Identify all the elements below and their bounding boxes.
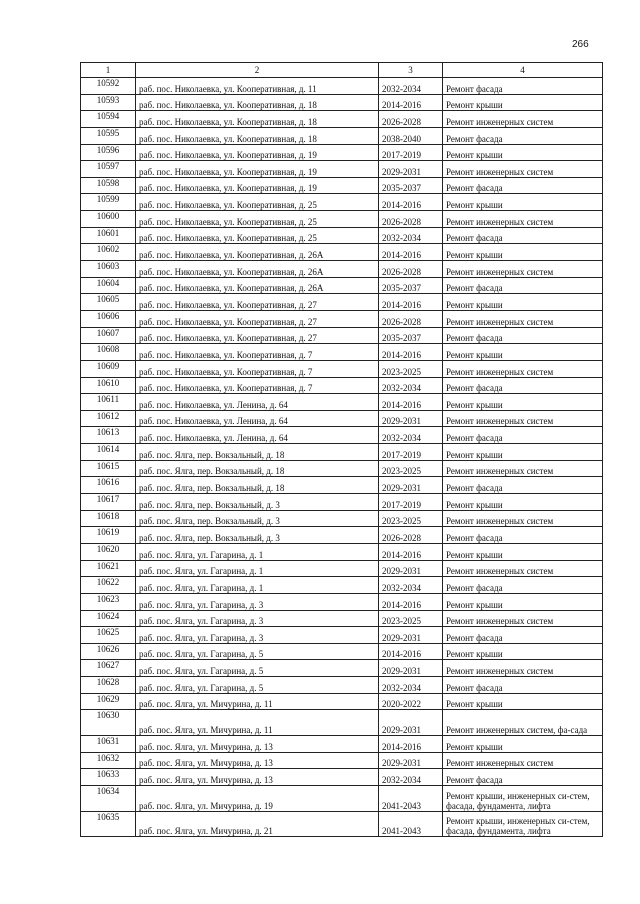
table-row [81,127,603,144]
address-cell: раб. пос. Ялга, пер. Вокзальный, д. 18 [136,444,379,461]
period-cell: 2029-2031 [379,660,443,677]
table-row [81,543,603,560]
row-number: 10617 [81,494,136,511]
table-row [81,377,603,394]
table-row [81,593,603,610]
table-row [81,144,603,161]
table-row [81,294,603,311]
table-row [81,510,603,527]
address-cell: раб. пос. Николаевка, ул. Кооперативная, д. 19 [136,177,379,194]
work-type-cell: Ремонт инженерных систем [443,460,603,477]
table-header-row [81,63,603,78]
table-row [81,627,603,644]
table-row [81,811,603,837]
work-type-cell: Ремонт крыши [443,144,603,161]
period-cell: 2029-2031 [379,560,443,577]
work-type-cell: Ремонт крыши, инженерных си-стем, фасада, фундамента, лифта [443,785,603,811]
row-number: 10603 [81,261,136,278]
address-cell: раб. пос. Николаевка, ул. Кооперативная, д. 27 [136,294,379,311]
work-type-cell: Ремонт инженерных систем [443,560,603,577]
work-type-cell: Ремонт фасада [443,527,603,544]
work-type-cell: Ремонт крыши [443,543,603,560]
work-type-cell: Ремонт фасада [443,769,603,786]
table-row [81,227,603,244]
period-cell: 2014-2016 [379,643,443,660]
period-cell: 2032-2034 [379,677,443,694]
table-row [81,161,603,178]
repair-schedule-table [80,62,603,837]
period-cell: 2023-2025 [379,610,443,627]
work-type-cell: Ремонт крыши [443,294,603,311]
work-type-cell: Ремонт инженерных систем [443,211,603,228]
period-cell: 2029-2031 [379,752,443,769]
period-cell: 2035-2037 [379,327,443,344]
address-cell: раб. пос. Ялга, ул. Мичурина, д. 13 [136,736,379,753]
address-cell: раб. пос. Николаевка, ул. Кооперативная, д. 7 [136,360,379,377]
address-cell: раб. пос. Ялга, пер. Вокзальный, д. 18 [136,460,379,477]
address-cell: раб. пос. Николаевка, ул. Кооперативная, д. 18 [136,127,379,144]
period-cell: 2029-2031 [379,477,443,494]
table-row [81,327,603,344]
row-number: 10614 [81,444,136,461]
row-number: 10592 [81,78,136,95]
row-number: 10635 [81,811,136,837]
work-type-cell: Ремонт инженерных систем [443,111,603,128]
work-type-cell: Ремонт фасада [443,127,603,144]
work-type-cell: Ремонт фасада [443,677,603,694]
period-cell: 2020-2022 [379,693,443,710]
table-row [81,610,603,627]
address-cell: раб. пос. Николаевка, ул. Кооперативная, д. 19 [136,161,379,178]
address-cell: раб. пос. Николаевка, ул. Кооперативная, д. 26А [136,244,379,261]
work-type-cell: Ремонт крыши [443,244,603,261]
work-type-cell: Ремонт инженерных систем [443,360,603,377]
work-type-cell: Ремонт фасада [443,627,603,644]
work-type-cell: Ремонт инженерных систем [443,610,603,627]
address-cell: раб. пос. Ялга, ул. Гагарина, д. 1 [136,577,379,594]
work-type-cell: Ремонт фасада [443,577,603,594]
row-number: 10611 [81,394,136,411]
table-row [81,427,603,444]
work-type-cell: Ремонт фасада [443,327,603,344]
address-cell: раб. пос. Ялга, пер. Вокзальный, д. 3 [136,527,379,544]
work-type-cell: Ремонт фасада [443,377,603,394]
period-cell: 2026-2028 [379,261,443,278]
row-number: 10615 [81,460,136,477]
address-cell: раб. пос. Николаевка, ул. Кооперативная, д. 7 [136,377,379,394]
period-cell: 2014-2016 [379,94,443,111]
header-col-1: 1 [81,63,136,78]
row-number: 10618 [81,510,136,527]
row-number: 10601 [81,227,136,244]
address-cell: раб. пос. Ялга, ул. Гагарина, д. 5 [136,677,379,694]
row-number: 10606 [81,310,136,327]
row-number: 10599 [81,194,136,211]
period-cell: 2017-2019 [379,444,443,461]
row-number: 10605 [81,294,136,311]
period-cell: 2032-2034 [379,377,443,394]
period-cell: 2029-2031 [379,161,443,178]
work-type-cell: Ремонт крыши [443,494,603,511]
table-row [81,111,603,128]
table-row [81,360,603,377]
period-cell: 2014-2016 [379,543,443,560]
table-row [81,261,603,278]
address-cell: раб. пос. Николаевка, ул. Ленина, д. 64 [136,394,379,411]
address-cell: раб. пос. Ялга, ул. Гагарина, д. 5 [136,660,379,677]
table-row [81,785,603,811]
period-cell: 2014-2016 [379,344,443,361]
address-cell: раб. пос. Ялга, пер. Вокзальный, д. 3 [136,494,379,511]
work-type-cell: Ремонт инженерных систем [443,510,603,527]
work-type-cell: Ремонт инженерных систем [443,752,603,769]
work-type-cell: Ремонт инженерных систем [443,310,603,327]
address-cell: раб. пос. Николаевка, ул. Кооперативная, д. 25 [136,227,379,244]
address-cell: раб. пос. Ялга, пер. Вокзальный, д. 18 [136,477,379,494]
work-type-cell: Ремонт фасада [443,177,603,194]
address-cell: раб. пос. Николаевка, ул. Ленина, д. 64 [136,427,379,444]
table-row [81,410,603,427]
table-row [81,769,603,786]
period-cell: 2026-2028 [379,111,443,128]
address-cell: раб. пос. Николаевка, ул. Кооперативная, д. 25 [136,211,379,228]
table-row [81,194,603,211]
address-cell: раб. пос. Ялга, ул. Мичурина, д. 13 [136,752,379,769]
work-type-cell: Ремонт крыши [443,643,603,660]
row-number: 10626 [81,643,136,660]
address-cell: раб. пос. Ялга, ул. Гагарина, д. 3 [136,593,379,610]
row-number: 10595 [81,127,136,144]
table-row [81,78,603,95]
work-type-cell: Ремонт крыши [443,693,603,710]
work-type-cell: Ремонт инженерных систем [443,660,603,677]
work-type-cell: Ремонт фасада [443,427,603,444]
row-number: 10613 [81,427,136,444]
address-cell: раб. пос. Николаевка, ул. Кооперативная, д. 27 [136,310,379,327]
work-type-cell: Ремонт крыши [443,444,603,461]
row-number: 10629 [81,693,136,710]
work-type-cell: Ремонт инженерных систем, фа-сада [443,710,603,736]
row-number: 10616 [81,477,136,494]
period-cell: 2014-2016 [379,294,443,311]
work-type-cell: Ремонт крыши [443,736,603,753]
row-number: 10609 [81,360,136,377]
table-row [81,277,603,294]
row-number: 10623 [81,593,136,610]
table-row [81,460,603,477]
period-cell: 2032-2034 [379,577,443,594]
table-body [81,78,603,837]
table-row [81,560,603,577]
period-cell: 2014-2016 [379,244,443,261]
row-number: 10597 [81,161,136,178]
row-number: 10596 [81,144,136,161]
table-row [81,643,603,660]
work-type-cell: Ремонт крыши [443,194,603,211]
row-number: 10604 [81,277,136,294]
work-type-cell: Ремонт инженерных систем [443,410,603,427]
address-cell: раб. пос. Ялга, ул. Гагарина, д. 1 [136,543,379,560]
period-cell: 2032-2034 [379,78,443,95]
address-cell: раб. пос. Ялга, ул. Мичурина, д. 13 [136,769,379,786]
table-row [81,677,603,694]
address-cell: раб. пос. Ялга, ул. Мичурина, д. 21 [136,811,379,837]
address-cell: раб. пос. Николаевка, ул. Кооперативная, д. 25 [136,194,379,211]
row-number: 10607 [81,327,136,344]
table-row [81,527,603,544]
table-row [81,344,603,361]
address-cell: раб. пос. Николаевка, ул. Ленина, д. 64 [136,410,379,427]
table-row [81,494,603,511]
address-cell: раб. пос. Николаевка, ул. Кооперативная, д. 26А [136,277,379,294]
row-number: 10619 [81,527,136,544]
period-cell: 2017-2019 [379,144,443,161]
address-cell: раб. пос. Николаевка, ул. Кооперативная, д. 11 [136,78,379,95]
period-cell: 2032-2034 [379,427,443,444]
row-number: 10625 [81,627,136,644]
work-type-cell: Ремонт крыши [443,344,603,361]
period-cell: 2014-2016 [379,736,443,753]
row-number: 10630 [81,710,136,736]
row-number: 10594 [81,111,136,128]
period-cell: 2032-2034 [379,227,443,244]
row-number: 10631 [81,736,136,753]
period-cell: 2035-2037 [379,277,443,294]
row-number: 10628 [81,677,136,694]
work-type-cell: Ремонт инженерных систем [443,261,603,278]
table-row [81,444,603,461]
row-number: 10612 [81,410,136,427]
row-number: 10634 [81,785,136,811]
period-cell: 2026-2028 [379,527,443,544]
row-number: 10600 [81,211,136,228]
address-cell: раб. пос. Ялга, ул. Гагарина, д. 1 [136,560,379,577]
table-row [81,94,603,111]
work-type-cell: Ремонт инженерных систем [443,161,603,178]
row-number: 10602 [81,244,136,261]
header-col-3: 3 [379,63,443,78]
period-cell: 2029-2031 [379,710,443,736]
row-number: 10622 [81,577,136,594]
period-cell: 2017-2019 [379,494,443,511]
row-number: 10624 [81,610,136,627]
address-cell: раб. пос. Николаевка, ул. Кооперативная, д. 18 [136,111,379,128]
period-cell: 2026-2028 [379,211,443,228]
work-type-cell: Ремонт крыши [443,593,603,610]
address-cell: раб. пос. Ялга, ул. Гагарина, д. 3 [136,627,379,644]
table-row [81,693,603,710]
address-cell: раб. пос. Ялга, ул. Мичурина, д. 11 [136,710,379,736]
period-cell: 2023-2025 [379,460,443,477]
work-type-cell: Ремонт фасада [443,78,603,95]
address-cell: раб. пос. Ялга, пер. Вокзальный, д. 3 [136,510,379,527]
period-cell: 2026-2028 [379,310,443,327]
period-cell: 2029-2031 [379,410,443,427]
table-row [81,394,603,411]
period-cell: 2023-2025 [379,510,443,527]
page-number: 266 [572,39,589,50]
table-row [81,310,603,327]
period-cell: 2032-2034 [379,769,443,786]
address-cell: раб. пос. Николаевка, ул. Кооперативная, д. 18 [136,94,379,111]
table-row [81,244,603,261]
period-cell: 2041-2043 [379,785,443,811]
header-col-2: 2 [136,63,379,78]
table-row [81,177,603,194]
work-type-cell: Ремонт крыши [443,394,603,411]
row-number: 10627 [81,660,136,677]
row-number: 10632 [81,752,136,769]
row-number: 10620 [81,543,136,560]
table-row [81,752,603,769]
row-number: 10633 [81,769,136,786]
address-cell: раб. пос. Ялга, ул. Гагарина, д. 5 [136,643,379,660]
address-cell: раб. пос. Ялга, ул. Мичурина, д. 19 [136,785,379,811]
table-row [81,477,603,494]
address-cell: раб. пос. Николаевка, ул. Кооперативная, д. 19 [136,144,379,161]
work-type-cell: Ремонт фасада [443,227,603,244]
row-number: 10608 [81,344,136,361]
table-row [81,710,603,736]
work-type-cell: Ремонт крыши [443,94,603,111]
period-cell: 2029-2031 [379,627,443,644]
address-cell: раб. пос. Ялга, ул. Мичурина, д. 11 [136,693,379,710]
address-cell: раб. пос. Николаевка, ул. Кооперативная, д. 26А [136,261,379,278]
period-cell: 2014-2016 [379,194,443,211]
address-cell: раб. пос. Николаевка, ул. Кооперативная, д. 7 [136,344,379,361]
address-cell: раб. пос. Ялга, ул. Гагарина, д. 3 [136,610,379,627]
row-number: 10610 [81,377,136,394]
table-row [81,736,603,753]
work-type-cell: Ремонт фасада [443,477,603,494]
work-type-cell: Ремонт фасада [443,277,603,294]
table-row [81,660,603,677]
period-cell: 2014-2016 [379,394,443,411]
period-cell: 2035-2037 [379,177,443,194]
period-cell: 2041-2043 [379,811,443,837]
period-cell: 2038-2040 [379,127,443,144]
work-type-cell: Ремонт крыши, инженерных си-стем, фасада, фундамента, лифта [443,811,603,837]
header-col-4: 4 [443,63,603,78]
table-row [81,211,603,228]
period-cell: 2023-2025 [379,360,443,377]
row-number: 10593 [81,94,136,111]
table-row [81,577,603,594]
row-number: 10621 [81,560,136,577]
period-cell: 2014-2016 [379,593,443,610]
address-cell: раб. пос. Николаевка, ул. Кооперативная, д. 27 [136,327,379,344]
row-number: 10598 [81,177,136,194]
